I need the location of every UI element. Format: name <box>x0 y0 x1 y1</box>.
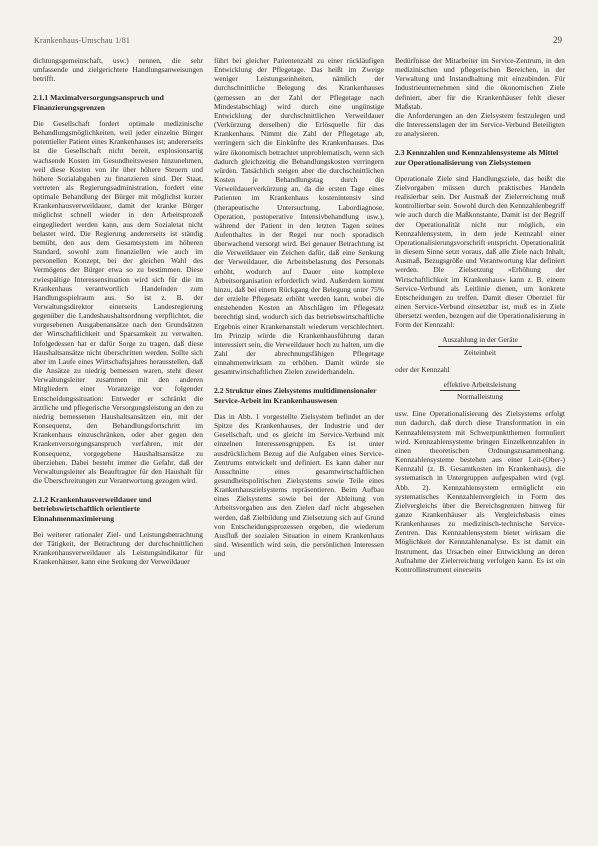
section-heading-2-2: 2.2 Struktur eines Zielsystems multidimensionaler Service-Arbeit im Krankenhauswesen <box>214 386 377 405</box>
column-1 <box>33 56 203 816</box>
formula-1 <box>395 335 565 356</box>
formula-connector: oder der Kennzahl <box>395 364 450 374</box>
paragraph: Operationale Ziele sind Handlungsziele, das heißt die Zielvorgaben müssen durch praktisches Handeln realisierbar sein. Der Ausmaß der Zielerreichung muß kontrollierbar sein. Sowohl durch den Kennzahlenbegriff wie auch durch die Maßkonstante, Damit ist der Begriff der Operationalität nicht nur möglich, ein Kennzahlensystem, in dem jede Kennzahl einer Operationalisierungsvorschrift entspricht. Operationalität in diesem Sinne setzt voraus, daß alle Ziele nach Inhalt, Ausmaß, Bezugsgröße und Verantwortung klar definiert werden. Die Zielsetzung »Erhöhung der Wirtschaftlichkeit im Krankenhaus« kann z. B. einem Service-Verbund als Leitlinie dienen, um konkrete Entscheidungen zu treffen. Damit dieser Oberziel für einen Service-Verbund einsetzbar ist, muß es in Ziele übersetzt werden, bezogen auf die Operationalisierung in Form der Kennzahl: <box>395 173 565 330</box>
column-3 <box>395 56 565 816</box>
page-number: 29 <box>553 35 562 45</box>
paragraph: Bei weiterer rationaler Ziel- und Leistungsbetrachtung der Tätigkeit, der Betrachtung der durchschnittlichen Krankenhausverweildauer als Leistungsindikator für Krankenhäuser, kann eine Senkung der Verweildauer <box>33 529 203 567</box>
formula-2-numerator: effektive Arbeitsleistung <box>440 380 521 391</box>
formula-1-denominator: Zeiteinheit <box>463 347 496 357</box>
formula-2-denominator: Normalleistung <box>457 392 503 402</box>
section-heading-2-3: 2.3 Kennzahlen und Kennzahlensysteme als Mittel zur Operationalisierung von Zielsystemen <box>395 148 559 167</box>
paragraph: usw. Eine Operationalisierung des Zielsystems erfolgt nun dadurch, daß durch diese Transformation in ein Kennzahlensystem mit Schwerpunktthemen formuliert wird. Kennzahlensysteme bringen Einzelkennzahlen in einen theoretischen Ordnungszusammenhang. Kennzahlensysteme bestehen aus einer Leit-(Ober-) Kennzahl (z. B. Gesamtkosten im Krankenhaus), die systematisch in Untergruppen aufgespalten wird (vgl. Abb. 2). Kennzahlensystem ermöglicht ein systematisches Kennzahlenvergleich in Form des Zielvergleichs über die Bereichsgrenzen hinweg für ganze Krankenhäuser als Vergleichsbasis eines Krankenhauses zu medizinisch-technische Service-Zentren. Das Kennzahlensystem bietet wirksam die Möglichkeit der Kennzahlenanalyse. Es ist damit ein Instrument, das Ursachen einer Entwicklung an deren Aufnahme der Zielerreichung verfolgen kann. Es ist ein Kontrollinstrument einerseits <box>395 409 565 574</box>
text-columns <box>33 56 565 816</box>
formula-2 <box>395 380 565 401</box>
paragraph: Das in Abb. 1 vorgestellte Zielsystem befindet an der Spitze des Krankenhauses, der Industrie und der Gesellschaft, und es gleicht im Service-Verbund mit einzelnen Interessensgruppen. Es ist unter ausdrücklichem Bezug auf die Aufgaben eines Service-Zentrums entwickelt und definiert. Es kann daher nur Ausschnitte eines gesamtwirtschaftlichen gesundheitspolitischen Zielsystems sowie Teile eines Krankenhauszielsystems repräsentieren. Beim Aufbau eines Zielsystems sowie bei der Ableitung von Arbeitsvorgaben aus den Zielen darf nicht abgesehen werden, daß Zielbildung und Zielsetzung sich auf Grund von Entscheidungsprozessen ergeben, die wiederum Ausfluß der sozialen Situation in einem Krankenhaus sind. Wesentlich wird sein, die persönlichen Interessen und <box>214 411 384 559</box>
formula-1-numerator: Auszahlung in der Geräte <box>438 335 522 346</box>
paragraph: die Anforderungen an den Zielsystem festzulegen und die Interessenslagen der im Service-Verbund Beteiligten zu analysieren. <box>395 110 565 139</box>
paragraph: Bedürfnisse der Mitarbeiter im Service-Zentrum, in den medizinischen und pflegerischen Bereichen, in der Verwaltung und Instandhaltung mit einzubinden. Für Industrieunternehmen sind die ökonomischen Ziele definiert, aber für die Krankenhäuser fehlt dieser Maßstab. <box>395 56 565 111</box>
column-2 <box>214 56 384 816</box>
section-heading-2-1-2: 2.1.2 Krankenhausverweildauer und betriebswirtschaftlich orientierte Einnahmenmaximierung <box>33 495 152 523</box>
section-heading-2-1-1: 2.1.1 Maximalversorgungsanspruch und Finanzierungsgrenzen <box>33 93 164 112</box>
paragraph: dichtungsgemeinschaft, usw.) nennen, die sehr umfassende und zielgerichtete Handlungsanweisungen betrifft. <box>33 56 203 84</box>
paragraph: Die Gesellschaft fordert optimale medizinische Behandlungsmöglichkeiten, weil jeder einzelne Bürger potentieller Patient eines Krankenhauses ist; andererseits ist die Gesellschaft nicht bereit, explosionsartig wachsende Kosten im Gesundheitswesen hinzunehmen, weil diese Kosten von ihr über höhere Steuern und höhere Sozialabgaben zu finanzieren sind. Der Staat, vertreten als Regierungsadministration, fordert eine optimale Behandlung der Bürger mit möglichst kurzer Krankenhausverweildauer, damit der kranke Bürger möglichst schnell wieder in den Arbeitsprozeß eingegliedert werden kann, aus dem Sozialetat nicht belastet wird. Die Regierung andererseits ist ständig bemüht, den aus dem Gesamtsystem im höheren Standard, sowohl zum finanziellen wie auch im personellen Konzept, bei der gleichen Wahl des Vermögens der Bürger etwa so zu bestimmen. Diese zwiespältige Interessensituation wird sich für die im Krankenhaus verantwortlich Handelnden zum Handlungsspielraum aus. So ist z. B. der Verwaltungsdirektor einerseits Landesregierung gegenüber die Landeshaushaltsordnung verpflichtet, die vorgesehenen Ausgabenansätze nach den Grundsätzen der Wirtschaftlichkeit und Sparsamkeit zu verwalten. Infolgedessen hat er dafür Sorge zu tragen, daß diese Haushaltsansätze nicht überschritten werden. Sollte sich aber im Laufe eines Wirtschaftsjahres herausstellen, daß die Ansätze zu niedrig bemessen waren, steht dieser Verwaltungsleiter zusammen mit den anderen Mitgliedern einer Voranzeige vor folgender Entscheidungssituation: Entweder er schränkt die ärztliche und pflegerische Versorgungsleistung an den zu niedrig bemessenen Haushaltsansätzen ein, mit der Konsequenz, den Behandlungsfortschritt im Krankenhaus einzuschränken, oder aber gegen den Krankenversorgungsanspruch verfahren, mit der Konsequenz, vorgegebene Haushaltsansätze zu überziehen. Dabei besteht immer die Gefahr, daß der Verwaltungsleiter als Beauftragter für den Haushalt für die Überschreitungen zur Verantwortung gezogen wird. <box>33 118 203 485</box>
paragraph: führt bei gleicher Patientenzahl zu einer rückläufigen Entwicklung der Pflegetage. Das heißt im Zweige weniger Leistungseinheiten, nämlich der durchschnittliche Belegung des Krankenhauses (gemessen an der Zahl der Pflegetage nach Mindestabschlag) wird durch eine ungünstige Entwicklung der durchschnittlichen Verweildauer (Verkürzung derselben) die Erlösquelle für das Krankenhaus. Nimmt die Zahl der Pflegetage ab, verringern sich die Einkünfte des Krankenhauses. Das wäre ökonomisch betrachtet unproblematisch, wenn sich dadurch gleichzeitig die Behandlungskosten verringern würden. Tatsächlich steigen aber die durchschnittlichen Kosten je Behandlungstag durch die Verweildauerverkürzung an, da die ersten Tage eines Patienten im Krankenhaus kostenintensiv sind (therapeutische Untersuchung, Labordiagnose, Operation, postoperative Intensivbehandlung usw.), während der Patient in den letzten Tagen seines Aufenthaltes in der Regel nur noch sporadisch überwachend versorgt wird. Bei genauer Betrachtung ist die Verweildauer ein Zeichen dafür, daß eine Senkung der Verweildauer, die Arbeitsbelastung des Personals erhöht, wodurch auf Dauer eine komplexe Arbeitsorganisation erforderlich wird. Außerdem kommt hinzu, daß bei einem Rückgang der Belegung unter 75% der erzielte Pflegesatz erhöht werden kann, wobei die entstehenden Kosten an Abschlägen im Pflegesatz berechtigt sind, wodurch sich das betriebswirtschaftliche Ergebnis einer Krankenanstalt wiederum verschlechtert. Im Prinzip würde die Krankenhausführung daran interessiert sein, die Verweildauer hoch zu halten, um die Zahl der abrechnungsfähigen Pflegetage einnahmenwirksam zu erhöhen. Damit würde sie gesamtwirtschaftlichen Zielen zuwiderhandeln. <box>214 56 384 377</box>
running-head: Krankenhaus-Umschau 1/81 <box>34 36 131 45</box>
